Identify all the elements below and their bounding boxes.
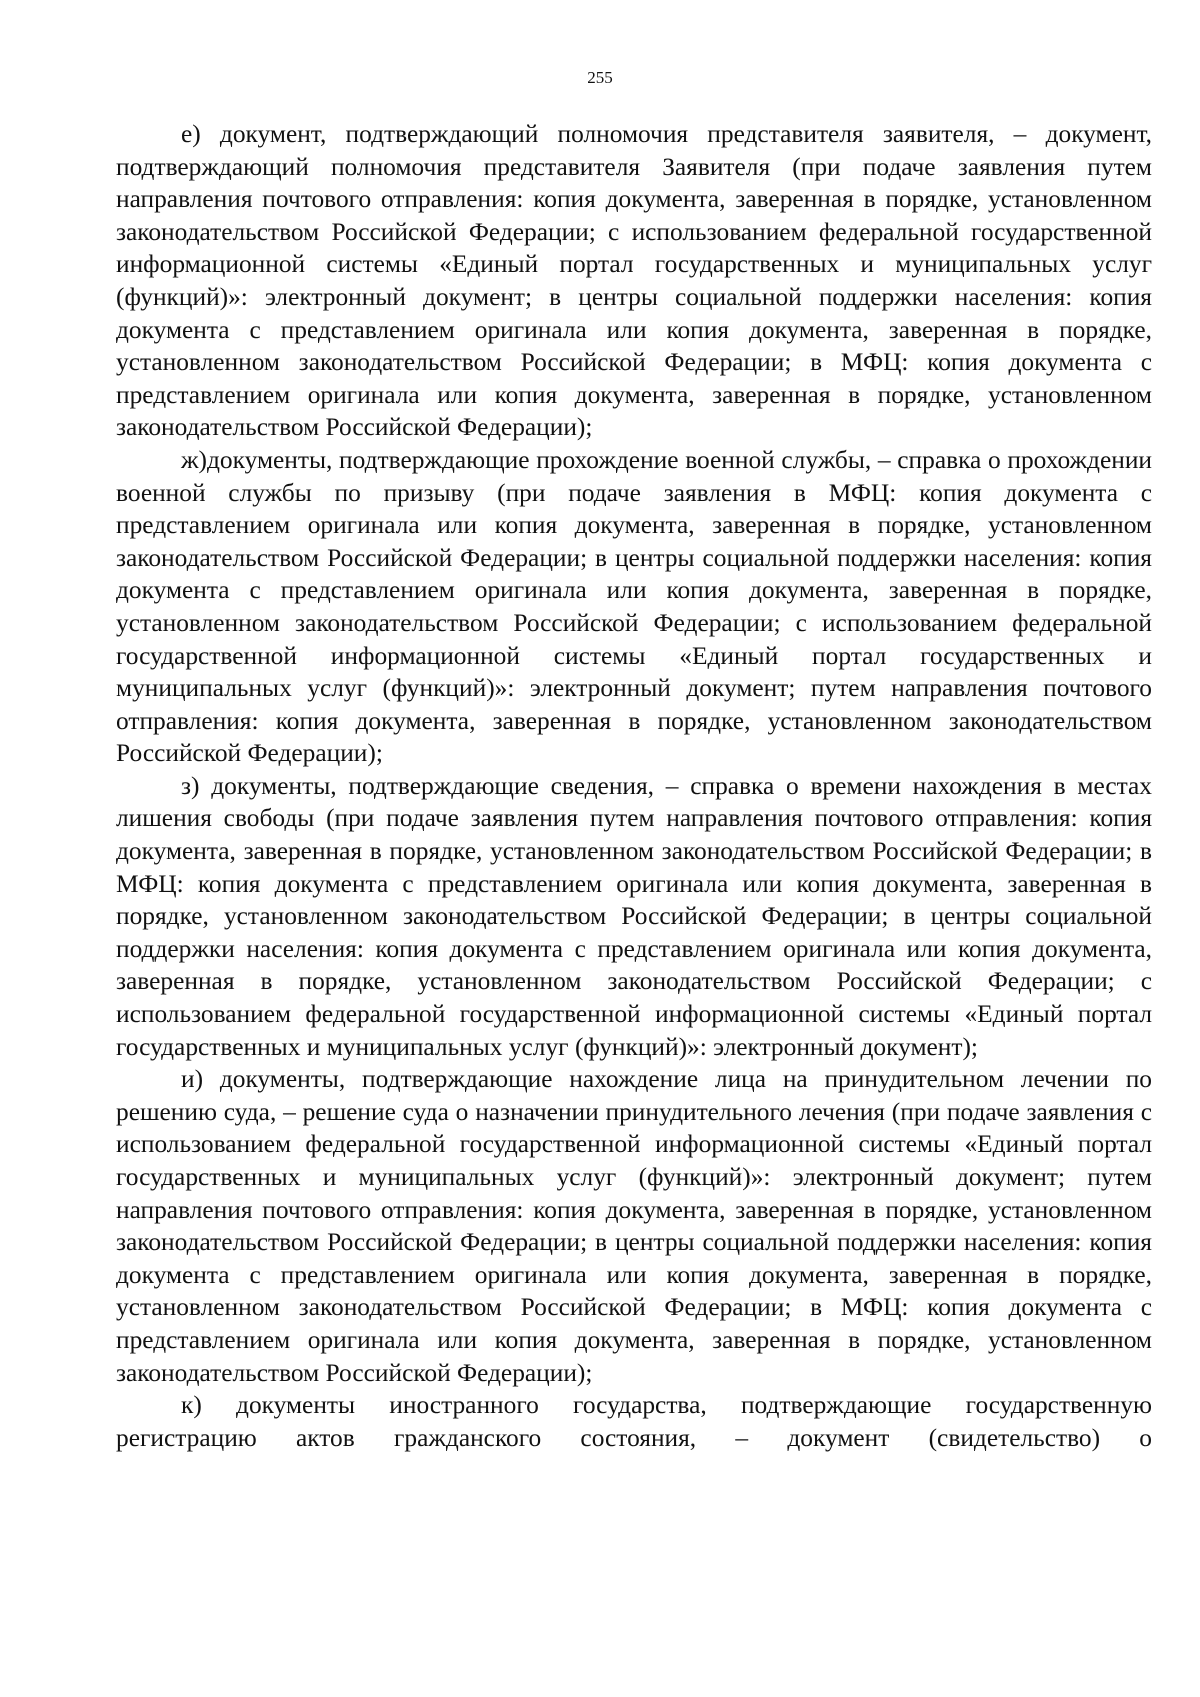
paragraph-i: и) документы, подтверждающие нахождение лица на принудительном лечении по решению суда, – решение суда о назначении принудительного лечения (при подаче заявления с использованием федеральной государственной информационной системы «Единый портал государственных и муниципальных услуг (функций)»: электронный документ; путем направления почтового отправления: копия документа, заверенная в порядке, установленном законодательством Российской Федерации; в центры социальной поддержки населения: копия документа с представлением оригинала или копия документа, заверенная в порядке, установленном законодательством Российской Федерации; в МФЦ: копия документа с представлением оригинала или копия документа, заверенная в порядке, установленном законодательством Российской Федерации); (116, 1065, 1152, 1387)
document-body (116, 118, 1152, 1454)
paragraph-zh: ж)документы, подтверждающие прохождение военной службы, – справка о прохождении военной службы по призыву (при подаче заявления в МФЦ: копия документа с представлением оригинала или копия документа, заверенная в порядке, установленном законодательством Российской Федерации; в центры социальной поддержки населения: копия документа с представлением оригинала или копия документа, заверенная в порядке, установленном законодательством Российской Федерации; с использованием федеральной государственной информационной системы «Единый портал государственных и муниципальных услуг (функций)»: электронный документ; путем направления почтового отправления: копия документа, заверенная в порядке, установленном законодательством Российской Федерации); (116, 445, 1152, 768)
page-number: 255 (587, 68, 613, 87)
paragraph-e: е) документ, подтверждающий полномочия представителя заявителя, – документ, подтверждающий полномочия представителя Заявителя (при подаче заявления путем направления почтового отправления: копия документа, заверенная в порядке, установленном законодательством Российской Федерации; с использованием федеральной государственной информационной системы «Единый портал государственных и муниципальных услуг (функций)»: электронный документ; в центры социальной поддержки населения: копия документа с представлением оригинала или копия документа, заверенная в порядке, установленном законодательством Российской Федерации; в МФЦ: копия документа с представлением оригинала или копия документа, заверенная в порядке, установленном законодательством Российской Федерации); (116, 120, 1152, 442)
paragraph-z: з) документы, подтверждающие сведения, – справка о времени нахождения в местах лишения свободы (при подаче заявления путем направления почтового отправления: копия документа, заверенная в порядке, установленном законодательством Российской Федерации; в МФЦ: копия документа с представлением оригинала или копия документа, заверенная в порядке, установленном законодательством Российской Федерации; в центры социальной поддержки населения: копия документа с представлением оригинала или копия документа, заверенная в порядке, установленном законодательством Российской Федерации; с использованием федеральной государственной информационной системы «Единый портал государственных и муниципальных услуг (функций)»: электронный документ); (116, 771, 1152, 1061)
paragraph-k: к) документы иностранного государства, подтверждающие государственную регистрацию актов гражданского состояния, – документ (свидетельство) о (116, 1391, 1152, 1452)
